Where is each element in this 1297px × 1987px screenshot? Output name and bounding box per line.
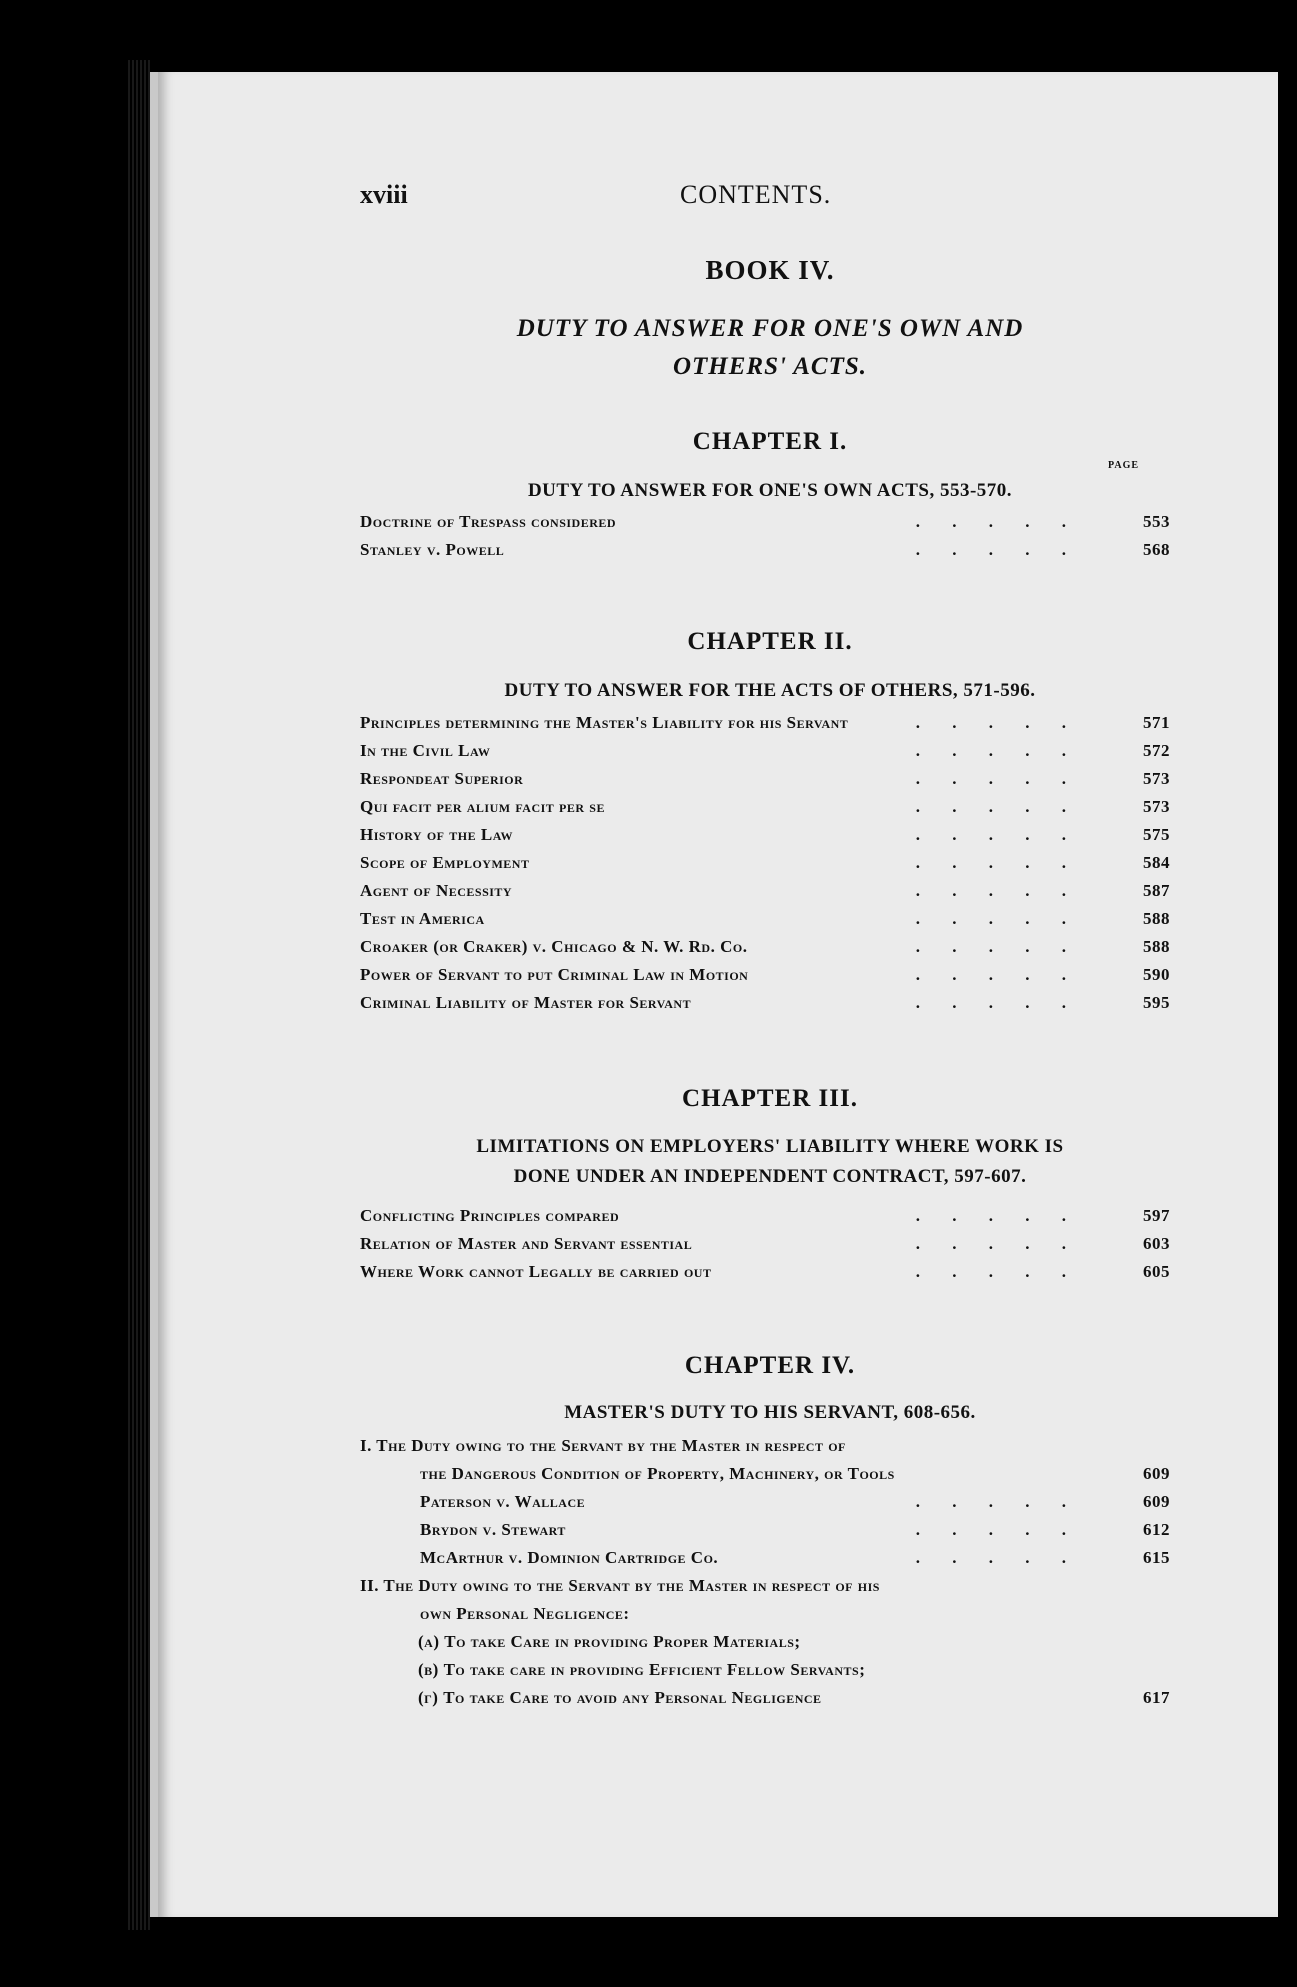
toc-entry-label: Croaker (or Craker) v. Chicago & N. W. Rd. Co. bbox=[360, 937, 748, 956]
toc-entry bbox=[360, 1688, 1170, 1716]
toc-entry-page: 588 bbox=[1143, 937, 1170, 956]
toc-entry-page: 609 bbox=[1143, 1492, 1170, 1511]
toc-entry bbox=[360, 741, 1170, 769]
toc-entry-label: Paterson v. Wallace bbox=[420, 1492, 586, 1511]
leader-dots: . . . . . bbox=[915, 1520, 1080, 1539]
leader-dots: . . . . . bbox=[915, 1492, 1080, 1511]
toc-entry-label: Conflicting Principles compared bbox=[360, 1206, 620, 1225]
chapter-heading: CHAPTER IV. bbox=[684, 1352, 856, 1379]
toc-entry-page: 605 bbox=[1143, 1262, 1170, 1281]
leader-dots: . . . . . bbox=[915, 1206, 1080, 1225]
toc-entry-label: II. The Duty owing to the Servant by the Master in respect of his bbox=[360, 1576, 880, 1595]
leader-dots: . . . . . bbox=[915, 741, 1080, 760]
leader-dots: . . . . . bbox=[915, 965, 1080, 984]
toc-entry bbox=[360, 1234, 1170, 1262]
toc-entry-label: Power of Servant to put Criminal Law in Motion bbox=[360, 965, 749, 984]
leader-dots: . . . . . bbox=[915, 1234, 1080, 1253]
leader-dots: . . . . . bbox=[915, 713, 1080, 732]
toc-entry-label: History of the Law bbox=[360, 825, 514, 844]
toc-entry-page: 568 bbox=[1143, 540, 1170, 559]
chapter-heading: CHAPTER II. bbox=[687, 628, 853, 655]
scan-binding-edge bbox=[128, 60, 150, 1930]
chapter-entries bbox=[360, 1436, 1170, 1716]
toc-entry-page: 590 bbox=[1143, 965, 1170, 984]
toc-entry bbox=[360, 512, 1170, 540]
toc-entry-page: 572 bbox=[1143, 741, 1170, 760]
toc-entry bbox=[360, 965, 1170, 993]
toc-entry bbox=[360, 1604, 1170, 1632]
toc-entry-label: Qui facit per alium facit per se bbox=[360, 797, 605, 816]
toc-entry-label: In the Civil Law bbox=[360, 741, 491, 760]
toc-entry-label: Scope of Employment bbox=[360, 853, 530, 872]
leader-dots: . . . . . bbox=[915, 881, 1080, 900]
toc-entry-page: 584 bbox=[1143, 853, 1170, 872]
toc-entry bbox=[360, 1548, 1170, 1576]
running-title: CONTENTS. bbox=[680, 180, 832, 209]
leader-dots: . . . . . bbox=[915, 993, 1080, 1012]
toc-entry-page: 571 bbox=[1143, 713, 1170, 732]
chapter-heading: CHAPTER I. bbox=[692, 428, 848, 455]
toc-entry bbox=[360, 540, 1170, 568]
toc-entry-label: Relation of Master and Servant essential bbox=[360, 1234, 693, 1253]
toc-entry-page: 609 bbox=[1143, 1464, 1170, 1483]
book-title: BOOK IV. bbox=[705, 255, 835, 285]
toc-entry bbox=[360, 1632, 1170, 1660]
toc-entry-label: (γ) To take Care to avoid any Personal Negligence bbox=[418, 1688, 822, 1707]
toc-entry-page: 612 bbox=[1143, 1520, 1170, 1539]
toc-entry-label: Brydon v. Stewart bbox=[420, 1520, 566, 1539]
toc-entry-label: Stanley v. Powell bbox=[360, 540, 505, 559]
toc-entry bbox=[360, 1576, 1170, 1604]
leader-dots: . . . . . bbox=[915, 937, 1080, 956]
page-column-label: PAGE bbox=[1108, 460, 1140, 471]
toc-entry bbox=[360, 1464, 1170, 1492]
toc-entry-label: Doctrine of Trespass considered bbox=[360, 512, 617, 531]
leader-dots: . . . . . bbox=[915, 853, 1080, 872]
toc-entry-page: 615 bbox=[1143, 1548, 1170, 1567]
toc-entry-label: I. The Duty owing to the Servant by the Master in respect of bbox=[360, 1436, 846, 1455]
toc-entry-label: Test in America bbox=[360, 909, 485, 928]
leader-dots: . . . . . bbox=[915, 1548, 1080, 1567]
toc-entry-label: own Personal Negligence: bbox=[420, 1604, 630, 1623]
chapter-subtitle: DUTY TO ANSWER FOR ONE'S OWN ACTS, 553-570. bbox=[527, 480, 1013, 501]
toc-entry bbox=[360, 825, 1170, 853]
toc-entry bbox=[360, 937, 1170, 965]
toc-entry bbox=[360, 1436, 1170, 1464]
leader-dots: . . . . . bbox=[915, 1262, 1080, 1281]
page-header bbox=[360, 180, 1160, 220]
toc-entry-page: 603 bbox=[1143, 1234, 1170, 1253]
toc-entry-label: (β) To take care in providing Efficient Fellow Servants; bbox=[418, 1660, 866, 1679]
leader-dots: . . . . . bbox=[915, 825, 1080, 844]
toc-entry-label: Principles determining the Master's Liability for his Servant bbox=[360, 713, 849, 732]
toc-entry bbox=[360, 881, 1170, 909]
leader-dots: . . . . . bbox=[915, 769, 1080, 788]
toc-entry-label: Agent of Necessity bbox=[360, 881, 513, 900]
chapter-subtitle: LIMITATIONS ON EMPLOYERS' LIABILITY WHERE WORK IS bbox=[476, 1136, 1064, 1157]
leader-dots: . . . . . bbox=[915, 540, 1080, 559]
chapter-entries bbox=[360, 1206, 1170, 1290]
toc-entry-page: 597 bbox=[1143, 1206, 1170, 1225]
toc-entry-page: 573 bbox=[1143, 797, 1170, 816]
toc-entry-page: 587 bbox=[1143, 881, 1170, 900]
page-number: xviii bbox=[360, 180, 408, 209]
toc-entry bbox=[360, 1520, 1170, 1548]
toc-entry-label: Where Work cannot Legally be carried out bbox=[360, 1262, 712, 1281]
toc-entry bbox=[360, 853, 1170, 881]
book-subtitle-line-1: DUTY TO ANSWER FOR ONE'S OWN AND bbox=[516, 315, 1024, 342]
chapter-subtitle: DONE UNDER AN INDEPENDENT CONTRACT, 597-607. bbox=[513, 1166, 1027, 1187]
toc-entry-label: Respondeat Superior bbox=[360, 769, 524, 788]
toc-entry bbox=[360, 993, 1170, 1021]
toc-entry bbox=[360, 713, 1170, 741]
chapter-subtitle: MASTER'S DUTY TO HIS SERVANT, 608-656. bbox=[564, 1402, 976, 1423]
toc-entry bbox=[360, 909, 1170, 937]
toc-entry bbox=[360, 1660, 1170, 1688]
toc-entry bbox=[360, 769, 1170, 797]
chapter-heading: CHAPTER III. bbox=[682, 1085, 858, 1112]
leader-dots: . . . . . bbox=[915, 797, 1080, 816]
toc-entry-label: McArthur v. Dominion Cartridge Co. bbox=[420, 1548, 719, 1567]
book-subtitle-line-2: OTHERS' ACTS. bbox=[672, 353, 868, 380]
toc-entry-page: 595 bbox=[1143, 993, 1170, 1012]
chapter-entries bbox=[360, 713, 1170, 1021]
chapter-entries bbox=[360, 512, 1170, 568]
toc-entry-page: 573 bbox=[1143, 769, 1170, 788]
toc-entry-label: Criminal Liability of Master for Servant bbox=[360, 993, 692, 1012]
toc-entry bbox=[360, 797, 1170, 825]
leader-dots: . . . . . bbox=[915, 512, 1080, 531]
toc-entry-label: the Dangerous Condition of Property, Machinery, or Tools bbox=[420, 1464, 895, 1483]
toc-entry-label: (α) To take Care in providing Proper Materials; bbox=[418, 1632, 801, 1651]
toc-entry-page: 575 bbox=[1143, 825, 1170, 844]
toc-entry-page: 553 bbox=[1143, 512, 1170, 531]
toc-entry-page: 588 bbox=[1143, 909, 1170, 928]
toc-entry bbox=[360, 1262, 1170, 1290]
leader-dots: . . . . . bbox=[915, 909, 1080, 928]
toc-entry bbox=[360, 1206, 1170, 1234]
chapter-subtitle: DUTY TO ANSWER FOR THE ACTS OF OTHERS, 571-596. bbox=[504, 680, 1036, 701]
toc-entry-page: 617 bbox=[1143, 1688, 1170, 1707]
toc-entry bbox=[360, 1492, 1170, 1520]
